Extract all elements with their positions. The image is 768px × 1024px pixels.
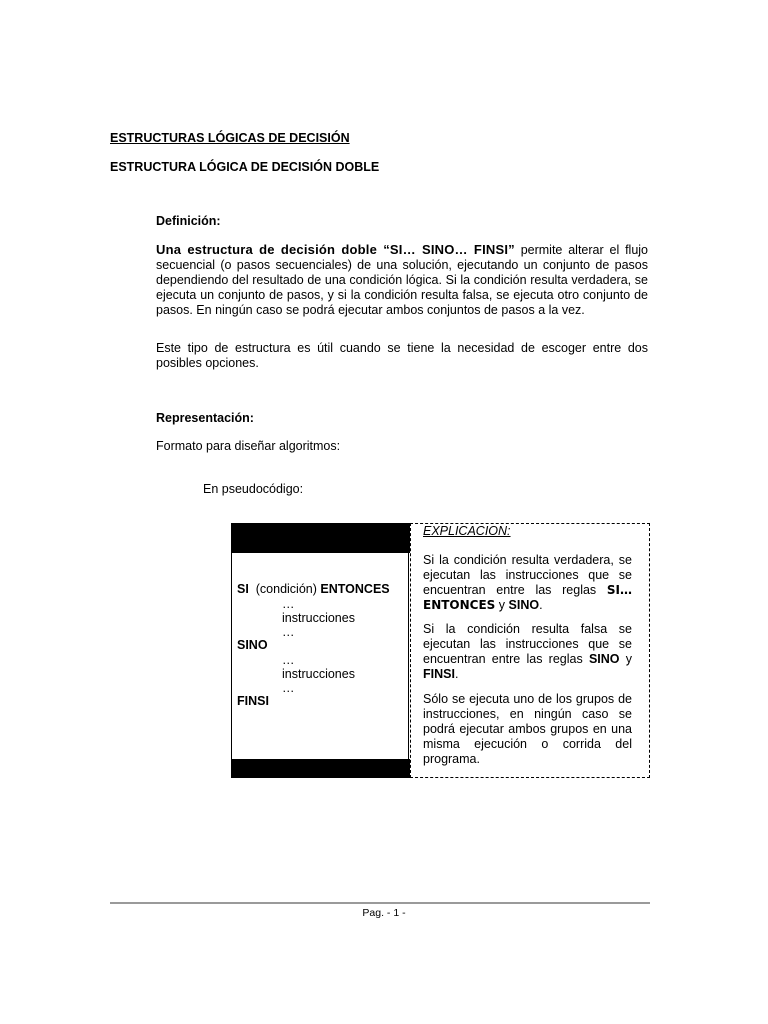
explanation-paragraph-1 [423,553,632,613]
pseudo-instrucciones-1: instrucciones [282,611,355,625]
pseudo-line-si [237,582,390,596]
definition-text: permite alterar el flujo secuencial (o pasos secuenciales) de una solución, ejecutando un conjunto de pasos dependiendo del resultado de una condición lógica. Si la condición resulta verdadera, se ejecuta un conjunto de pasos, y si la condición resulta falsa, se ejecuta otro conjunto de pasos. En ningún caso se podrá ejecutar ambos conjuntos de pasos a la vez. [156,243,648,317]
definition-paragraph-2: Este tipo de estructura es útil cuando se tiene la necesidad de escoger entre dos posibles opciones. [156,341,648,370]
exp2-rule-sino: SINO [588,652,620,666]
main-heading: ESTRUCTURAS LÓGICAS DE DECISIÓN [110,131,350,145]
page-number: Pag. - 1 - [362,907,406,919]
pseudo-sino: SINO [237,638,268,652]
pseudo-ellipsis-4: … [282,681,295,695]
definition-lead: Una estructura de decisión doble “SI… SINO… FINSI” [156,242,515,257]
pseudo-ellipsis-2: … [282,625,295,639]
pseudocode-label: En pseudocódigo: [203,482,304,496]
explanation-title: EXPLICACION: [423,524,511,538]
pseudocode-bottom-bar [231,759,410,778]
exp2-text: Si la condición resulta falsa se ejecutan las instrucciones que se encuentran entre las reglas [423,622,632,666]
exp1-period: . [539,598,543,612]
pseudo-entonces: ENTONCES [320,582,390,596]
explanation-paragraph-2 [423,622,632,682]
explanation-paragraph-3: Sólo se ejecuta uno de los grupos de instrucciones, en ningún caso se podrá ejecutar ambos grupos en una misma ejecución o corrida del programa. [423,692,632,766]
sub-heading: ESTRUCTURA LÓGICA DE DECISIÓN DOBLE [110,160,380,174]
exp2-rule-finsi: FINSI [423,667,455,681]
pseudo-finsi: FINSI [237,694,269,708]
exp2-and: y [619,652,632,666]
definition-paragraph [156,242,648,318]
exp1-rule-sino: SINO [508,598,540,612]
exp2-period: . [454,667,459,681]
exp1-text: Si la condición resulta verdadera, se ejecutan las instrucciones que se encuentran entre las reglas [423,553,632,597]
pseudo-instrucciones-2: instrucciones [282,667,355,681]
representation-title: Representación: [156,411,254,425]
format-label: Formato para diseñar algoritmos: [156,439,341,453]
exp1-and: y [495,598,509,612]
pseudo-ellipsis-3: … [282,653,295,667]
pseudo-si: SI [237,582,249,596]
pseudo-condicion: (condición) [255,582,317,596]
definition-title: Definición: [156,214,221,228]
pseudocode-top-bar [231,523,410,553]
exp1-rule-si-entonces: SI…ENTONCES [423,583,632,612]
footer-divider [110,902,650,904]
pseudo-ellipsis-1: … [282,597,295,611]
